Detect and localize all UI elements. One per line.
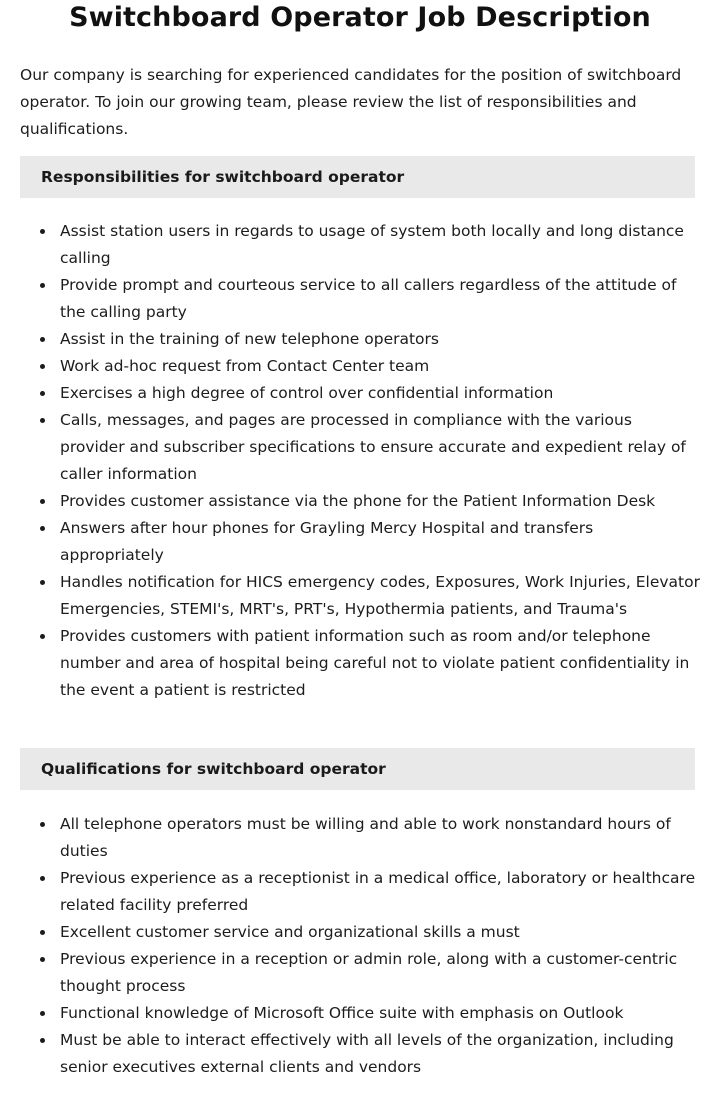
list-item-text: All telephone operators must be willing and able to work nonstandard hours of duties xyxy=(60,815,671,860)
bullet-icon xyxy=(40,822,45,827)
bullet-icon xyxy=(40,634,45,639)
list-item-text: Calls, messages, and pages are processed in compliance with the various provider and subscriber specifications to ensure accurate and expedient relay of caller information xyxy=(60,411,686,483)
list-item xyxy=(20,569,700,623)
list-item xyxy=(20,326,700,353)
bullet-icon xyxy=(40,499,45,504)
list-item xyxy=(20,488,700,515)
responsibilities-list xyxy=(20,218,700,704)
list-item xyxy=(20,865,700,919)
bullet-icon xyxy=(40,876,45,881)
bullet-icon xyxy=(40,526,45,531)
list-item-text: Must be able to interact effectively with all levels of the organization, including senior executives external clients and vendors xyxy=(60,1031,674,1076)
page-title: Switchboard Operator Job Description xyxy=(69,2,651,33)
bullet-icon xyxy=(40,337,45,342)
bullet-icon xyxy=(40,930,45,935)
list-item xyxy=(20,1000,700,1027)
bullet-icon xyxy=(40,364,45,369)
list-item xyxy=(20,1027,700,1081)
list-item xyxy=(20,623,700,704)
bullet-icon xyxy=(40,580,45,585)
list-item-text: Provides customers with patient information such as room and/or telephone number and area of hospital being careful not to violate patient confidentiality in the event a patient is restricted xyxy=(60,627,690,699)
list-item-text: Assist station users in regards to usage of system both locally and long distance calling xyxy=(60,222,684,267)
list-item-text: Excellent customer service and organizational skills a must xyxy=(60,923,520,941)
bullet-icon xyxy=(40,957,45,962)
list-item-text: Work ad-hoc request from Contact Center team xyxy=(60,357,430,375)
qualifications-heading: Qualifications for switchboard operator xyxy=(20,748,695,790)
list-item-text: Assist in the training of new telephone operators xyxy=(60,330,439,348)
bullet-icon xyxy=(40,1011,45,1016)
list-item xyxy=(20,919,700,946)
list-item-text: Previous experience as a receptionist in a medical office, laboratory or healthcare related facility preferred xyxy=(60,869,696,914)
responsibilities-heading: Responsibilities for switchboard operator xyxy=(20,156,695,198)
list-item-text: Previous experience in a reception or admin role, along with a customer-centric thought process xyxy=(60,950,678,995)
list-item-text: Provide prompt and courteous service to all callers regardless of the attitude of the calling party xyxy=(60,276,677,321)
bullet-icon xyxy=(40,283,45,288)
bullet-icon xyxy=(40,229,45,234)
list-item xyxy=(20,218,700,272)
list-item-text: Answers after hour phones for Grayling Mercy Hospital and transfers appropriately xyxy=(60,519,594,564)
list-item xyxy=(20,272,700,326)
list-item-text: Exercises a high degree of control over confidential information xyxy=(60,384,554,402)
list-item xyxy=(20,380,700,407)
list-item xyxy=(20,353,700,380)
list-item xyxy=(20,946,700,1000)
list-item xyxy=(20,407,700,488)
list-item-text: Handles notification for HICS emergency codes, Exposures, Work Injuries, Elevator Emergencies, STEMI's, MRT's, PRT's, Hypothermia patients, and Trauma's xyxy=(60,573,700,618)
bullet-icon xyxy=(40,391,45,396)
bullet-icon xyxy=(40,1038,45,1043)
list-item xyxy=(20,515,700,569)
bullet-icon xyxy=(40,418,45,423)
list-item-text: Functional knowledge of Microsoft Office suite with emphasis on Outlook xyxy=(60,1004,624,1022)
intro-paragraph: Our company is searching for experienced candidates for the position of switchboard operator. To join our growing team, please review the list of responsibilities and qualifications. xyxy=(20,66,682,138)
list-item-text: Provides customer assistance via the phone for the Patient Information Desk xyxy=(60,492,656,510)
list-item xyxy=(20,811,700,865)
qualifications-list xyxy=(20,811,700,1081)
